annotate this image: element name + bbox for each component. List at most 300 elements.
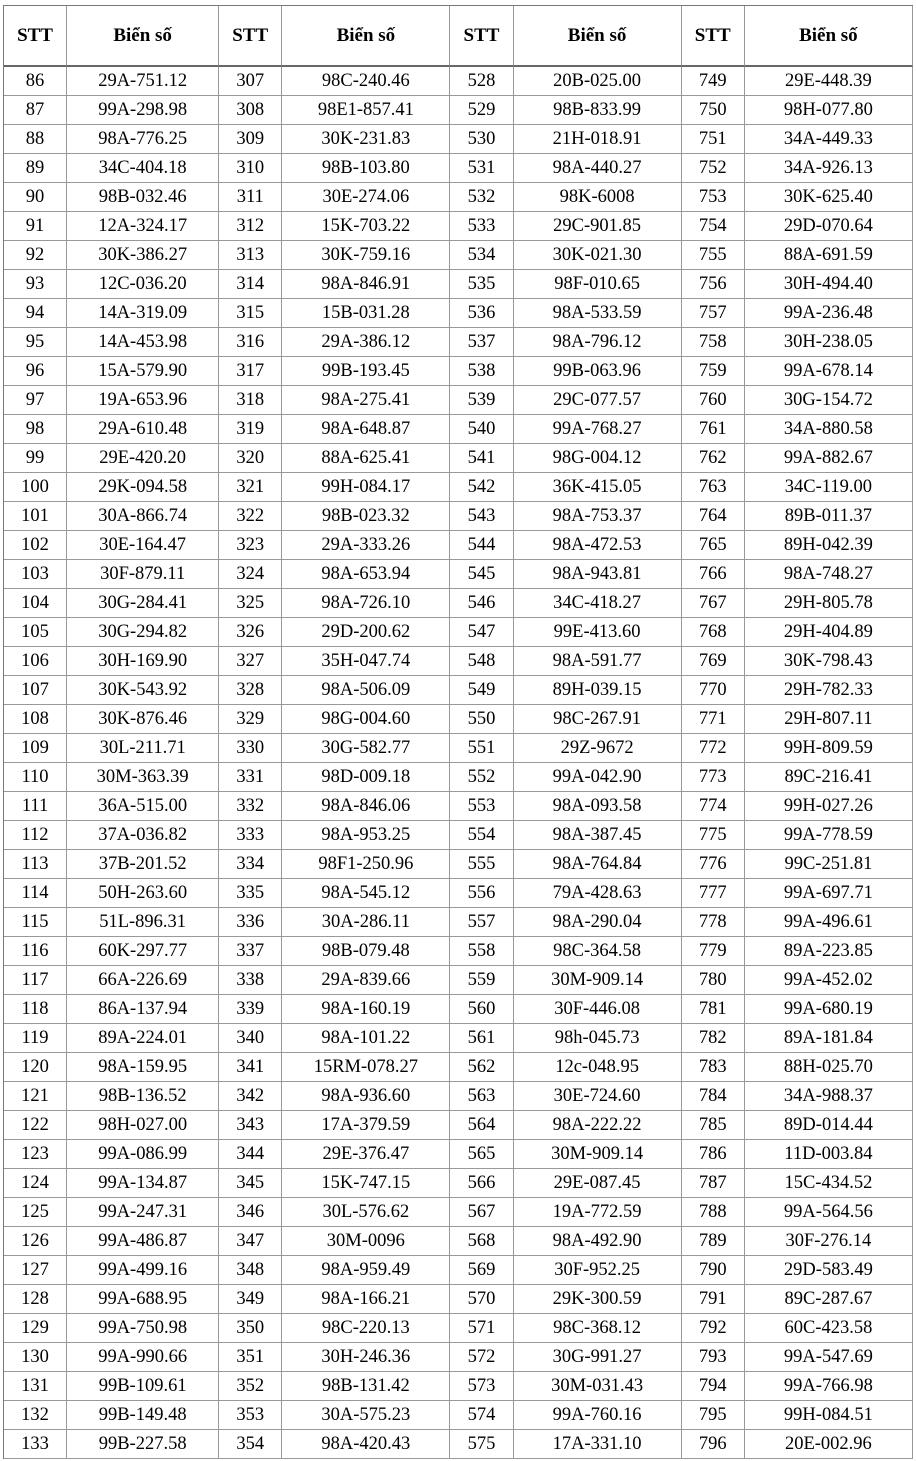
plate-cell: 99A-768.27 (514, 415, 682, 444)
plate-cell: 29Z-9672 (514, 734, 682, 763)
stt-cell: 769 (682, 647, 745, 676)
plate-cell: 99A-778.59 (745, 821, 913, 850)
plate-cell: 98A-472.53 (514, 531, 682, 560)
plate-cell: 98B-023.32 (282, 502, 450, 531)
stt-cell: 568 (450, 1227, 513, 1256)
stt-cell: 783 (682, 1053, 745, 1082)
stt-cell: 308 (219, 96, 282, 125)
table-row (4, 299, 913, 328)
stt-cell: 121 (4, 1082, 67, 1111)
stt-cell: 788 (682, 1198, 745, 1227)
stt-cell: 536 (450, 299, 513, 328)
stt-cell: 766 (682, 560, 745, 589)
plate-cell: 17A-331.10 (514, 1430, 682, 1459)
table-row (4, 995, 913, 1024)
stt-cell: 791 (682, 1285, 745, 1314)
plate-cell: 14A-453.98 (67, 328, 219, 357)
plate-cell: 99H-084.17 (282, 473, 450, 502)
plate-cell: 98A-387.45 (514, 821, 682, 850)
stt-cell: 313 (219, 241, 282, 270)
plate-cell: 99A-990.66 (67, 1343, 219, 1372)
stt-cell: 106 (4, 647, 67, 676)
stt-cell: 786 (682, 1140, 745, 1169)
stt-cell: 764 (682, 502, 745, 531)
stt-cell: 792 (682, 1314, 745, 1343)
plate-cell: 98A-290.04 (514, 908, 682, 937)
table-row (4, 821, 913, 850)
table-row (4, 473, 913, 502)
stt-cell: 316 (219, 328, 282, 357)
stt-cell: 796 (682, 1430, 745, 1459)
plate-cell: 98A-726.10 (282, 589, 450, 618)
stt-cell: 123 (4, 1140, 67, 1169)
stt-cell: 763 (682, 473, 745, 502)
plate-cell: 99A-688.95 (67, 1285, 219, 1314)
plate-cell: 98C-267.91 (514, 705, 682, 734)
plate-cell: 34A-988.37 (745, 1082, 913, 1111)
stt-cell: 334 (219, 850, 282, 879)
plate-cell: 30M-909.14 (514, 1140, 682, 1169)
plate-cell: 98A-492.90 (514, 1227, 682, 1256)
plate-cell: 60C-423.58 (745, 1314, 913, 1343)
plate-cell: 99C-251.81 (745, 850, 913, 879)
plate-cell: 30K-876.46 (67, 705, 219, 734)
plate-cell: 99A-486.87 (67, 1227, 219, 1256)
stt-cell: 765 (682, 531, 745, 560)
plate-cell: 98D-009.18 (282, 763, 450, 792)
plate-cell: 98B-131.42 (282, 1372, 450, 1401)
plate-cell: 99A-496.61 (745, 908, 913, 937)
plate-cell: 29H-782.33 (745, 676, 913, 705)
stt-cell: 343 (219, 1111, 282, 1140)
stt-cell: 567 (450, 1198, 513, 1227)
table-row (4, 502, 913, 531)
plate-cell: 99A-760.16 (514, 1401, 682, 1430)
plate-cell: 29A-386.12 (282, 328, 450, 357)
header-stt: STT (682, 6, 745, 67)
plate-cell: 20B-025.00 (514, 67, 682, 96)
plate-cell: 98H-027.00 (67, 1111, 219, 1140)
stt-cell: 541 (450, 444, 513, 473)
stt-cell: 119 (4, 1024, 67, 1053)
table-row (4, 879, 913, 908)
plate-cell: 99B-109.61 (67, 1372, 219, 1401)
table-header (4, 6, 913, 67)
header-row (4, 6, 913, 67)
table-row (4, 850, 913, 879)
table-row (4, 154, 913, 183)
plate-cell: 98A-959.49 (282, 1256, 450, 1285)
header-stt: STT (219, 6, 282, 67)
stt-cell: 751 (682, 125, 745, 154)
stt-cell: 129 (4, 1314, 67, 1343)
plate-cell: 99A-042.90 (514, 763, 682, 792)
stt-cell: 101 (4, 502, 67, 531)
stt-cell: 319 (219, 415, 282, 444)
plate-cell: 99A-697.71 (745, 879, 913, 908)
table-row (4, 676, 913, 705)
stt-cell: 773 (682, 763, 745, 792)
plate-cell: 29A-839.66 (282, 966, 450, 995)
plate-cell: 89C-287.67 (745, 1285, 913, 1314)
table-row (4, 386, 913, 415)
stt-cell: 558 (450, 937, 513, 966)
table-row (4, 1169, 913, 1198)
plate-cell: 98B-103.80 (282, 154, 450, 183)
plate-cell: 98B-136.52 (67, 1082, 219, 1111)
stt-cell: 795 (682, 1401, 745, 1430)
stt-cell: 109 (4, 734, 67, 763)
stt-cell: 339 (219, 995, 282, 1024)
plate-cell: 98C-364.58 (514, 937, 682, 966)
plate-cell: 30A-575.23 (282, 1401, 450, 1430)
stt-cell: 563 (450, 1082, 513, 1111)
plate-cell: 30K-798.43 (745, 647, 913, 676)
stt-cell: 330 (219, 734, 282, 763)
plate-cell: 12C-036.20 (67, 270, 219, 299)
plate-cell: 15C-434.52 (745, 1169, 913, 1198)
stt-cell: 535 (450, 270, 513, 299)
plate-cell: 98A-545.12 (282, 879, 450, 908)
stt-cell: 104 (4, 589, 67, 618)
license-plate-table (3, 5, 913, 1459)
document-page (3, 5, 913, 1459)
plate-cell: 98C-368.12 (514, 1314, 682, 1343)
plate-cell: 30L-576.62 (282, 1198, 450, 1227)
plate-cell: 29C-077.57 (514, 386, 682, 415)
stt-cell: 772 (682, 734, 745, 763)
plate-cell: 30M-909.14 (514, 966, 682, 995)
plate-cell: 98B-032.46 (67, 183, 219, 212)
plate-cell: 34A-449.33 (745, 125, 913, 154)
stt-cell: 573 (450, 1372, 513, 1401)
plate-cell: 98h-045.73 (514, 1024, 682, 1053)
stt-cell: 105 (4, 618, 67, 647)
plate-cell: 34A-880.58 (745, 415, 913, 444)
plate-cell: 98A-764.84 (514, 850, 682, 879)
stt-cell: 116 (4, 937, 67, 966)
stt-cell: 346 (219, 1198, 282, 1227)
plate-cell: 30H-169.90 (67, 647, 219, 676)
plate-cell: 99A-499.16 (67, 1256, 219, 1285)
stt-cell: 347 (219, 1227, 282, 1256)
stt-cell: 777 (682, 879, 745, 908)
stt-cell: 98 (4, 415, 67, 444)
plate-cell: 30G-582.77 (282, 734, 450, 763)
stt-cell: 571 (450, 1314, 513, 1343)
stt-cell: 307 (219, 67, 282, 96)
stt-cell: 341 (219, 1053, 282, 1082)
plate-cell: 36A-515.00 (67, 792, 219, 821)
plate-cell: 30E-164.47 (67, 531, 219, 560)
plate-cell: 99A-680.19 (745, 995, 913, 1024)
stt-cell: 547 (450, 618, 513, 647)
plate-cell: 99B-149.48 (67, 1401, 219, 1430)
stt-cell: 128 (4, 1285, 67, 1314)
stt-cell: 551 (450, 734, 513, 763)
stt-cell: 565 (450, 1140, 513, 1169)
plate-cell: 98A-846.06 (282, 792, 450, 821)
plate-cell: 99A-298.98 (67, 96, 219, 125)
plate-cell: 29H-404.89 (745, 618, 913, 647)
plate-cell: 98H-077.80 (745, 96, 913, 125)
stt-cell: 130 (4, 1343, 67, 1372)
stt-cell: 780 (682, 966, 745, 995)
stt-cell: 559 (450, 966, 513, 995)
stt-cell: 548 (450, 647, 513, 676)
stt-cell: 537 (450, 328, 513, 357)
plate-cell: 98G-004.60 (282, 705, 450, 734)
stt-cell: 312 (219, 212, 282, 241)
stt-cell: 323 (219, 531, 282, 560)
table-row (4, 67, 913, 96)
table-row (4, 212, 913, 241)
table-row (4, 908, 913, 937)
plate-cell: 88A-625.41 (282, 444, 450, 473)
stt-cell: 340 (219, 1024, 282, 1053)
table-row (4, 1256, 913, 1285)
plate-cell: 30M-363.39 (67, 763, 219, 792)
stt-cell: 782 (682, 1024, 745, 1053)
stt-cell: 768 (682, 618, 745, 647)
plate-cell: 60K-297.77 (67, 937, 219, 966)
stt-cell: 542 (450, 473, 513, 502)
plate-cell: 15K-703.22 (282, 212, 450, 241)
plate-cell: 29H-805.78 (745, 589, 913, 618)
plate-cell: 99A-750.98 (67, 1314, 219, 1343)
stt-cell: 112 (4, 821, 67, 850)
stt-cell: 564 (450, 1111, 513, 1140)
stt-cell: 92 (4, 241, 67, 270)
stt-cell: 569 (450, 1256, 513, 1285)
table-row (4, 618, 913, 647)
plate-cell: 50H-263.60 (67, 879, 219, 908)
stt-cell: 790 (682, 1256, 745, 1285)
stt-cell: 126 (4, 1227, 67, 1256)
header-plate: Biển số (282, 6, 450, 67)
plate-cell: 30E-724.60 (514, 1082, 682, 1111)
plate-cell: 34A-926.13 (745, 154, 913, 183)
plate-cell: 29D-070.64 (745, 212, 913, 241)
table-row (4, 1024, 913, 1053)
stt-cell: 781 (682, 995, 745, 1024)
table-row (4, 96, 913, 125)
stt-cell: 756 (682, 270, 745, 299)
table-body (4, 67, 913, 1459)
plate-cell: 89A-224.01 (67, 1024, 219, 1053)
stt-cell: 102 (4, 531, 67, 560)
table-row (4, 1111, 913, 1140)
plate-cell: 89H-039.15 (514, 676, 682, 705)
stt-cell: 752 (682, 154, 745, 183)
plate-cell: 34C-119.00 (745, 473, 913, 502)
stt-cell: 776 (682, 850, 745, 879)
header-stt: STT (4, 6, 67, 67)
plate-cell: 29E-376.47 (282, 1140, 450, 1169)
plate-cell: 99H-809.59 (745, 734, 913, 763)
plate-cell: 98E1-857.41 (282, 96, 450, 125)
stt-cell: 787 (682, 1169, 745, 1198)
plate-cell: 98B-833.99 (514, 96, 682, 125)
plate-cell: 89A-181.84 (745, 1024, 913, 1053)
plate-cell: 30K-625.40 (745, 183, 913, 212)
stt-cell: 770 (682, 676, 745, 705)
stt-cell: 108 (4, 705, 67, 734)
stt-cell: 86 (4, 67, 67, 96)
table-row (4, 1343, 913, 1372)
plate-cell: 20E-002.96 (745, 1430, 913, 1459)
stt-cell: 90 (4, 183, 67, 212)
plate-cell: 89A-223.85 (745, 937, 913, 966)
stt-cell: 793 (682, 1343, 745, 1372)
plate-cell: 30E-274.06 (282, 183, 450, 212)
stt-cell: 779 (682, 937, 745, 966)
stt-cell: 103 (4, 560, 67, 589)
stt-cell: 775 (682, 821, 745, 850)
plate-cell: 19A-772.59 (514, 1198, 682, 1227)
stt-cell: 326 (219, 618, 282, 647)
stt-cell: 354 (219, 1430, 282, 1459)
stt-cell: 324 (219, 560, 282, 589)
plate-cell: 30K-021.30 (514, 241, 682, 270)
stt-cell: 789 (682, 1227, 745, 1256)
stt-cell: 351 (219, 1343, 282, 1372)
stt-cell: 759 (682, 357, 745, 386)
plate-cell: 98C-240.46 (282, 67, 450, 96)
plate-cell: 98A-753.37 (514, 502, 682, 531)
table-row (4, 966, 913, 995)
plate-cell: 99A-134.87 (67, 1169, 219, 1198)
stt-cell: 758 (682, 328, 745, 357)
plate-cell: 15B-031.28 (282, 299, 450, 328)
plate-cell: 29C-901.85 (514, 212, 682, 241)
stt-cell: 350 (219, 1314, 282, 1343)
stt-cell: 88 (4, 125, 67, 154)
plate-cell: 30A-286.11 (282, 908, 450, 937)
plate-cell: 98A-160.19 (282, 995, 450, 1024)
plate-cell: 51L-896.31 (67, 908, 219, 937)
stt-cell: 325 (219, 589, 282, 618)
stt-cell: 336 (219, 908, 282, 937)
stt-cell: 321 (219, 473, 282, 502)
table-row (4, 1372, 913, 1401)
plate-cell: 88A-691.59 (745, 241, 913, 270)
stt-cell: 89 (4, 154, 67, 183)
stt-cell: 794 (682, 1372, 745, 1401)
stt-cell: 762 (682, 444, 745, 473)
stt-cell: 549 (450, 676, 513, 705)
plate-cell: 29K-300.59 (514, 1285, 682, 1314)
plate-cell: 98G-004.12 (514, 444, 682, 473)
stt-cell: 760 (682, 386, 745, 415)
plate-cell: 98C-220.13 (282, 1314, 450, 1343)
table-row (4, 183, 913, 212)
plate-cell: 98A-440.27 (514, 154, 682, 183)
plate-cell: 30G-154.72 (745, 386, 913, 415)
stt-cell: 345 (219, 1169, 282, 1198)
plate-cell: 99H-084.51 (745, 1401, 913, 1430)
stt-cell: 774 (682, 792, 745, 821)
stt-cell: 531 (450, 154, 513, 183)
stt-cell: 566 (450, 1169, 513, 1198)
stt-cell: 575 (450, 1430, 513, 1459)
stt-cell: 338 (219, 966, 282, 995)
plate-cell: 98A-943.81 (514, 560, 682, 589)
header-plate: Biển số (745, 6, 913, 67)
plate-cell: 30K-231.83 (282, 125, 450, 154)
stt-cell: 553 (450, 792, 513, 821)
plate-cell: 99B-227.58 (67, 1430, 219, 1459)
plate-cell: 99A-247.31 (67, 1198, 219, 1227)
table-row (4, 241, 913, 270)
plate-cell: 30K-759.16 (282, 241, 450, 270)
plate-cell: 98A-420.43 (282, 1430, 450, 1459)
plate-cell: 98K-6008 (514, 183, 682, 212)
plate-cell: 36K-415.05 (514, 473, 682, 502)
plate-cell: 30F-952.25 (514, 1256, 682, 1285)
stt-cell: 539 (450, 386, 513, 415)
stt-cell: 317 (219, 357, 282, 386)
stt-cell: 94 (4, 299, 67, 328)
plate-cell: 99A-452.02 (745, 966, 913, 995)
stt-cell: 327 (219, 647, 282, 676)
plate-cell: 15K-747.15 (282, 1169, 450, 1198)
stt-cell: 96 (4, 357, 67, 386)
table-row (4, 792, 913, 821)
stt-cell: 127 (4, 1256, 67, 1285)
stt-cell: 132 (4, 1401, 67, 1430)
stt-cell: 534 (450, 241, 513, 270)
table-row (4, 589, 913, 618)
stt-cell: 778 (682, 908, 745, 937)
stt-cell: 331 (219, 763, 282, 792)
plate-cell: 30M-031.43 (514, 1372, 682, 1401)
table-row (4, 357, 913, 386)
stt-cell: 314 (219, 270, 282, 299)
plate-cell: 98A-936.60 (282, 1082, 450, 1111)
plate-cell: 89B-011.37 (745, 502, 913, 531)
table-row (4, 444, 913, 473)
stt-cell: 550 (450, 705, 513, 734)
plate-cell: 99B-193.45 (282, 357, 450, 386)
plate-cell: 30G-284.41 (67, 589, 219, 618)
plate-cell: 30K-386.27 (67, 241, 219, 270)
stt-cell: 310 (219, 154, 282, 183)
stt-cell: 124 (4, 1169, 67, 1198)
stt-cell: 750 (682, 96, 745, 125)
plate-cell: 88H-025.70 (745, 1053, 913, 1082)
plate-cell: 37B-201.52 (67, 850, 219, 879)
stt-cell: 111 (4, 792, 67, 821)
stt-cell: 100 (4, 473, 67, 502)
stt-cell: 318 (219, 386, 282, 415)
plate-cell: 98A-101.22 (282, 1024, 450, 1053)
plate-cell: 37A-036.82 (67, 821, 219, 850)
stt-cell: 544 (450, 531, 513, 560)
plate-cell: 98A-953.25 (282, 821, 450, 850)
plate-cell: 29A-751.12 (67, 67, 219, 96)
table-row (4, 1053, 913, 1082)
stt-cell: 99 (4, 444, 67, 473)
stt-cell: 785 (682, 1111, 745, 1140)
stt-cell: 315 (219, 299, 282, 328)
plate-cell: 30M-0096 (282, 1227, 450, 1256)
plate-cell: 29E-420.20 (67, 444, 219, 473)
plate-cell: 98A-166.21 (282, 1285, 450, 1314)
table-row (4, 125, 913, 154)
plate-cell: 19A-653.96 (67, 386, 219, 415)
stt-cell: 335 (219, 879, 282, 908)
